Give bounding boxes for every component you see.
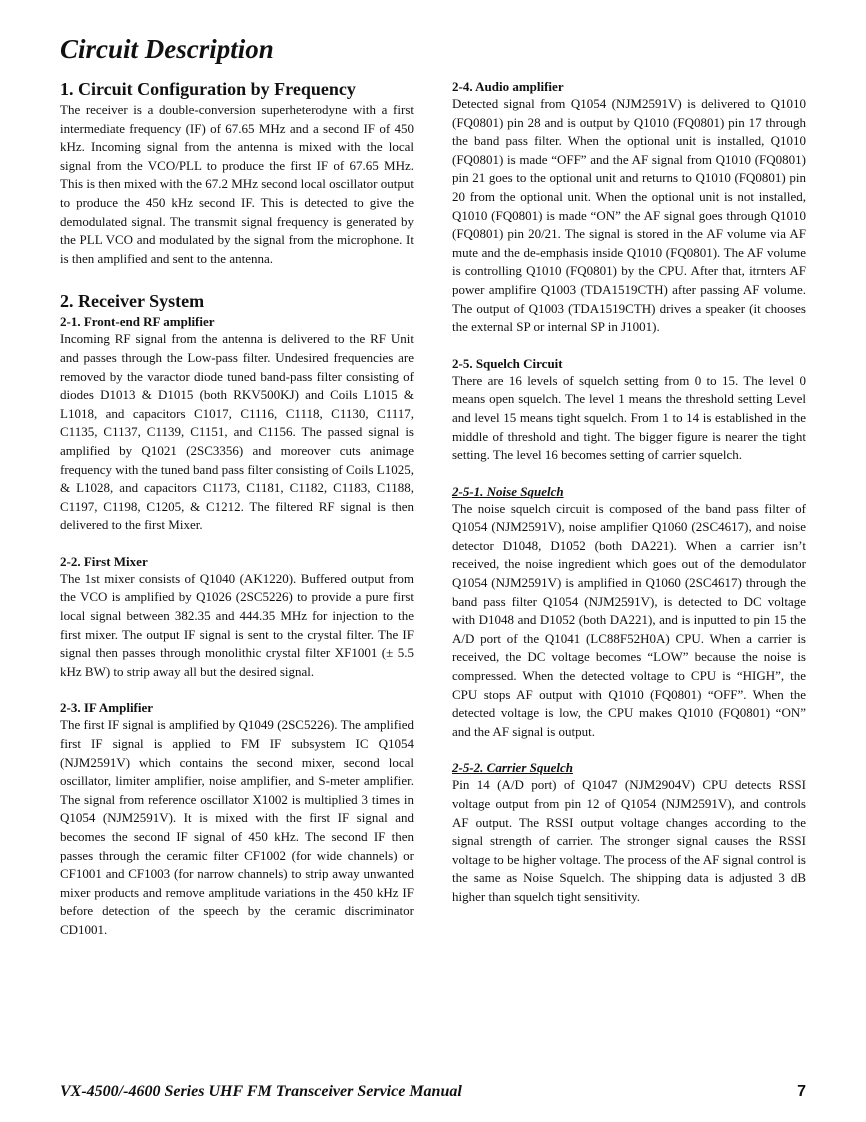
page-title: Circuit Description [60,34,274,64]
subheading-front-end-rf-amplifier: 2-1. Front-end RF amplifier [60,314,215,330]
first-mixer-text: The 1st mixer consists of Q1040 (AK1220). Buffered output from the VCO is amplified by Q1026 (2SC5226) to provide a pure first local signal between 382.35 and 444.35 MHz for injection to the first mixer. The output IF signal is sent to the crystal filter. The IF signal then passes through monolithic crystal filter XF1001 (± 5.5 kHz BW) to strip away all but the desired signal. [60,570,414,679]
squelch-circuit-text: There are 16 levels of squelch setting from 0 to 15. The level 0 means open squelch. The level 1 means the threshold setting Level and level 15 means tight squelch. From 1 to 14 is established in the middle of threshold and tight. The bigger figure is nearer the tight setting. The level 16 becomes setting of carrier squelch. [452,372,806,463]
front-end-rf-amplifier-text: Incoming RF signal from the antenna is delivered to the RF Unit and passes through the Low-pass filter. Undesired frequencies are removed by the varactor diode tuned band-pass filter consisting of diodes D1013 & D1015 (both RKV500KJ) and Coils L1015 & L1018, and capacitors C1017, C1116, C1118, C1130, C1117, C1135, C1137, C1139, C1151, and C1156. The passed signal is amplified by Q1021 (2SC3356) and moreover cuts animage frequency with the tuned band pass filter consisting of Coils L1025, & L1028, and capacitors C1173, C1181, C1182, C1183, C1188, C1197, C1198, C1205, & C1212. The filtered RF signal is then delivered to the first Mixer. [60,331,414,533]
left-column [60,78,414,940]
section-heading-circuit-configuration: 1. Circuit Configuration by Frequency [60,79,356,99]
subheading-if-amplifier: 2-3. IF Amplifier [60,700,154,716]
subheading-audio-amplifier: 2-4. Audio amplifier [452,79,564,94]
audio-amplifier-text: Detected signal from Q1054 (NJM2591V) is delivered to Q1010 (FQ0801) pin 28 and is output by Q1010 (FQ0801) pin 17 through the band pass filter. When the optional unit is installed, Q1010 (FQ0801) is made “OFF” and the AF signal from Q1010 (FQ0801) pin 21 goes to the optional unit and returns to Q1010 (FQ0801) pin 20 from the optional unit. When the optional unit is not installed, Q1010 (FQ0801) is made “ON” the AF signal goes through Q1010 (FQ0801) pin 20/21. The signal is stored in the AF volume via AF mute and the de-emphasis inside Q1010 (FQ0801). The AF volume is controlling Q1010 (FQ0801) by the CPU. After that, itrnters AF power amplifire Q1003 (TDA1519CTH) after passing AF volume. The output of Q1003 (TDA1519CTH) drives a speaker (it chooses the external SP or internal SP in J1001). [452,96,806,335]
subheading-first-mixer: 2-2. First Mixer [60,553,148,569]
carrier-squelch-text: Pin 14 (A/D port) of Q1047 (NJM2904V) CPU detects RSSI voltage output from pin 12 of Q1054 (NJM2591V), and controls AF output. The RSSI output voltage changes according to the signal strength of carrier. The stronger signal causes the RSSI voltage to be higher voltage. The process of the AF signal control is the same as Noise Squelch. The shipping data is adjusted 3 dB higher than squelch tight sensitivity. [452,777,806,904]
page-number: 7 [797,1083,806,1100]
subheading-carrier-squelch: 2-5-2. Carrier Squelch [452,760,573,776]
noise-squelch-text: The noise squelch circuit is composed of the band pass filter of Q1054 (NJM2591V), noise amplifier Q1060 (2SC4617), and noise detector D1048, D1052 (both DA221). When a carrier isn’t received, the noise ingredient which goes out of the demodulator Q1054 (NJM2591V) is amplified in Q1060 (2SC4617) through the band pass filter Q1054 (NJM2591V), is detected to DC voltage with D1048 and D1052 (both DA221), and is inputted to pin 15 the A/D port of the Q1041 (LC88F52H0A) CPU. When a carrier is received, the DC voltage becomes “LOW” because the noise is compressed. When the detected voltage to CPU is “HIGH”, the CPU stops AF output with Q1010 (FQ0801) “OFF”. When the detected voltage is low, the CPU makes Q1010 (FQ0801) “ON” and the AF signal is output. [452,500,806,739]
subheading-noise-squelch: 2-5-1. Noise Squelch [452,483,564,499]
if-amplifier-text: The first IF signal is amplified by Q1049 (2SC5226). The amplified first IF signal is applied to FM IF subsystem IC Q1054 (NJM2591V) which contains the second mixer, second local oscillator, limiter amplifier, noise amplifier, and S-meter amplifier. The signal from reference oscillator X1002 is multiplied 3 times in Q1054 (NJM2591V). It is mixed with the first IF signal and becomes the second IF signal of 450 kHz. The second IF then passes through the ceramic filter CF1002 (for wide channels) or CF1001 and CF1003 (for narrow channels) to strip away unwanted mixer products and remove amplitude variations in the 450 kHz IF before detection of the speech by the ceramic discriminator CD1001. [60,717,414,937]
footer-manual-title: VX-4500/-4600 Series UHF FM Transceiver Service Manual [60,1083,462,1100]
circuit-configuration-text: The receiver is a double-conversion superheterodyne with a first intermediate frequency (IF) of 67.65 MHz and a second IF of 450 kHz. Incoming signal from the antenna is mixed with the local signal from the VCO/PLL to produce the first IF of 67.65 MHz. This is then mixed with the 67.2 MHz second local oscillator output to produce the 450 kHz second IF. This is detected to give the demodulated signal. The transmit signal frequency is generated by the PLL VCO and modulated by the signal from the microphone. It is then amplified and sent to the antenna. [60,102,414,266]
section-heading-receiver-system: 2. Receiver System [60,291,205,312]
right-column [452,78,806,907]
subheading-squelch-circuit: 2-5. Squelch Circuit [452,355,563,371]
